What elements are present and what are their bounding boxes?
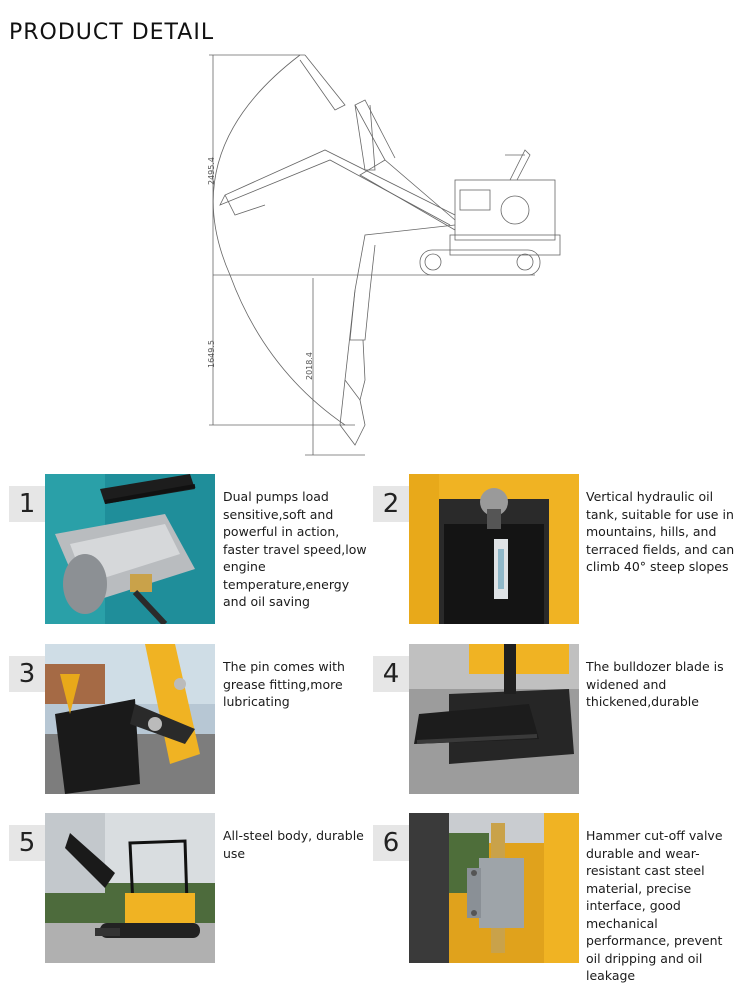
dimension-label-depth: 1649.5: [207, 340, 216, 368]
feature-number: 6: [373, 825, 409, 861]
feature-description: The pin comes with grease fitting,more lubricating: [223, 659, 345, 709]
feature-item-4: [373, 644, 733, 794]
page-title: PRODUCT DETAIL: [9, 20, 215, 45]
feature-description: Hammer cut-off valve durable and wear-resistant cast steel material, precise interface, good mechanical performance, prevent oil dripping and oil leakage: [586, 828, 723, 983]
feature-description: All-steel body, durable use: [223, 828, 364, 861]
feature-number: 5: [9, 825, 45, 861]
feature-number: 1: [9, 486, 45, 522]
excavator-technical-drawing: [205, 50, 565, 460]
feature-description: Vertical hydraulic oil tank, suitable for use in mountains, hills, and terraced fields, and can climb 40° steep slopes: [586, 489, 735, 574]
feature-item-2: [373, 474, 733, 624]
excavator-line-drawing: [205, 50, 565, 460]
feature-description: The bulldozer blade is widened and thickened,durable: [586, 659, 724, 709]
photo-bulldozer-blade: [409, 644, 579, 794]
photo-hydraulic-oil-tank: [409, 474, 579, 624]
dimension-label-reach: 2018.4: [305, 352, 314, 380]
photo-hammer-cutoff-valve: [409, 813, 579, 963]
feature-number: 2: [373, 486, 409, 522]
feature-item-6: [373, 813, 733, 983]
feature-item-5: [9, 813, 369, 963]
feature-description: Dual pumps load sensitive,soft and powerful in action, faster travel speed,low engine temperature,energy and oil saving: [223, 489, 367, 609]
feature-number: 3: [9, 656, 45, 692]
photo-all-steel-body: [45, 813, 215, 963]
feature-number: 4: [373, 656, 409, 692]
feature-item-1: [9, 474, 369, 624]
photo-dual-pumps: [45, 474, 215, 624]
feature-item-3: [9, 644, 369, 794]
photo-pin-grease-fitting: [45, 644, 215, 794]
dimension-label-height: 2495.4: [207, 157, 216, 185]
